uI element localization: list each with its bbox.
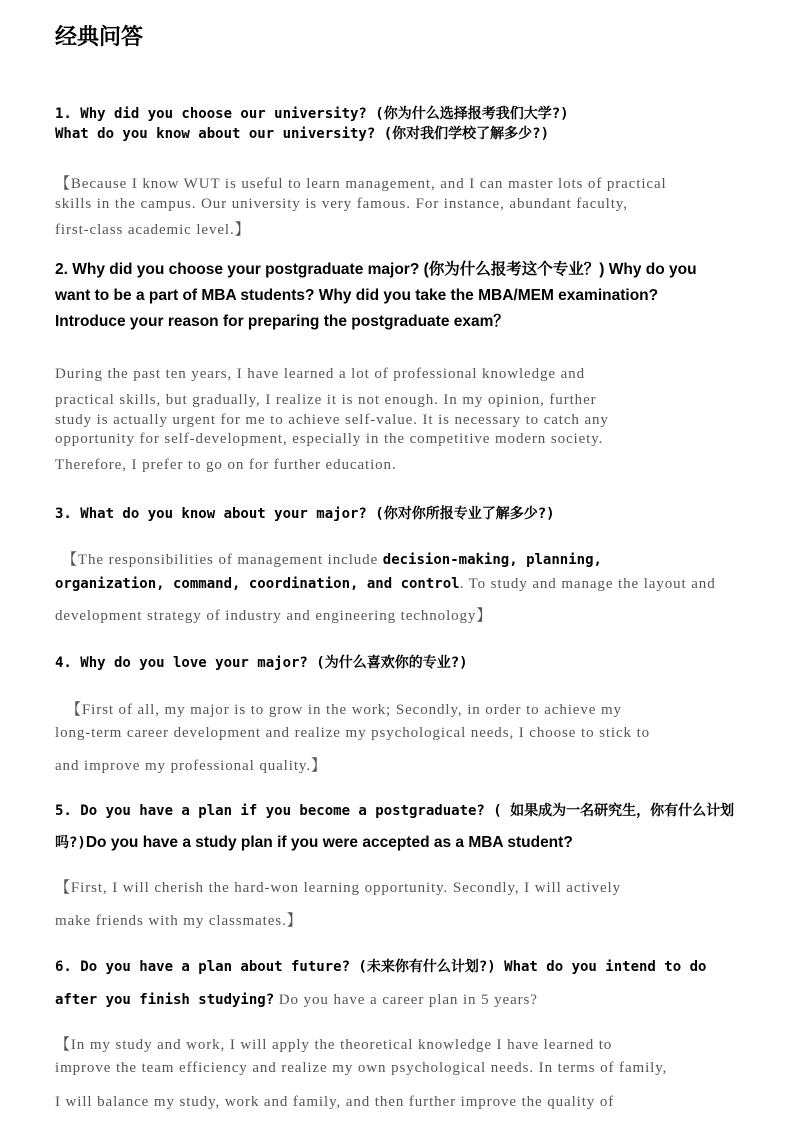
question-6-line-1: 6. Do you have a plan about future? (未来你有什么计划?) What do you intend to do bbox=[55, 959, 707, 975]
question-1-line-2: What do you know about our university? (你对我们学校了解多少?) bbox=[55, 126, 550, 142]
question-4: 4. Why do you love your major? (为什么喜欢你的专业?) bbox=[55, 655, 468, 671]
question-5-line-1: 5. Do you have a plan if you become a postgraduate? ( 如果成为一名研究生，你有什么计划 bbox=[55, 803, 735, 819]
question-2-line-3: Introduce your reason for preparing the postgraduate exam？ bbox=[55, 313, 509, 330]
answer-5-line-1: 【First, I will cherish the hard-won learning opportunity. Secondly, I will actively bbox=[55, 880, 621, 896]
answer-5-line-2: make friends with my classmates.】 bbox=[55, 913, 303, 929]
answer-6-line-1: 【In my study and work, I will apply the theoretical knowledge I have learned to bbox=[55, 1037, 613, 1053]
answer-3-line-3: development strategy of industry and engineering technology】 bbox=[55, 608, 493, 624]
answer-2-line-5: Therefore, I prefer to go on for further education. bbox=[55, 457, 397, 473]
answer-3-line-2-emphasis: organization, command, coordination, and control bbox=[55, 576, 460, 592]
answer-3-line-2 bbox=[55, 577, 716, 592]
question-5-line-2 bbox=[55, 835, 573, 851]
answer-2-line-3: study is actually urgent for me to achieve self-value. It is necessary to catch any bbox=[55, 412, 609, 428]
answer-2-line-2: practical skills, but gradually, I realize it is not enough. In my opinion, further bbox=[55, 392, 597, 408]
answer-2-line-4: opportunity for self-development, especially in the competitive modern society. bbox=[55, 431, 604, 447]
question-6-line-2-bold: after you finish studying? bbox=[55, 992, 275, 1008]
question-6-line-2-plain: Do you have a career plan in 5 years? bbox=[274, 992, 538, 1008]
question-6-line-2 bbox=[55, 992, 538, 1008]
answer-3-line-2-text: . To study and manage the layout and bbox=[459, 576, 716, 592]
question-2-line-1: 2. Why did you choose your postgraduate major? (你为什么报考这个专业？) Why do you bbox=[55, 261, 697, 278]
question-3: 3. What do you know about your major? (你对你所报专业了解多少?) bbox=[55, 506, 555, 522]
page-title: 经典问答 bbox=[55, 25, 144, 50]
answer-1-line-2: skills in the campus. Our university is very famous. For instance, abundant faculty, bbox=[55, 196, 628, 212]
question-5-line-2-text: Do you have a study plan if you were accepted as a MBA student? bbox=[85, 834, 573, 851]
answer-1-line-3: first-class academic level.】 bbox=[55, 222, 251, 238]
question-5-line-2-prefix: 吗?) bbox=[55, 835, 86, 851]
answer-2-line-1: During the past ten years, I have learned a lot of professional knowledge and bbox=[55, 366, 585, 382]
answer-3-line-1-emphasis: decision-making, planning, bbox=[382, 552, 602, 568]
answer-3-line-1 bbox=[62, 553, 602, 568]
question-1-line-1: 1. Why did you choose our university? (你为什么选择报考我们大学?) bbox=[55, 106, 569, 122]
answer-4-line-2: long-term career development and realize my psychological needs, I choose to stick to bbox=[55, 725, 651, 741]
answer-4-line-1: 【First of all, my major is to grow in the work; Secondly, in order to achieve my bbox=[66, 702, 622, 718]
answer-1-line-1: 【Because I know WUT is useful to learn management, and I can master lots of practical bbox=[55, 176, 667, 192]
answer-4-line-3: and improve my professional quality.】 bbox=[55, 758, 327, 774]
answer-3-line-1-text: 【The responsibilities of management include bbox=[62, 552, 383, 568]
answer-6-line-3: I will balance my study, work and family, and then further improve the quality of bbox=[55, 1094, 615, 1110]
answer-6-line-2: improve the team efficiency and realize my own psychological needs. In terms of family, bbox=[55, 1060, 668, 1076]
question-2-line-2: want to be a part of MBA students? Why did you take the MBA/MEM examination? bbox=[55, 287, 659, 304]
